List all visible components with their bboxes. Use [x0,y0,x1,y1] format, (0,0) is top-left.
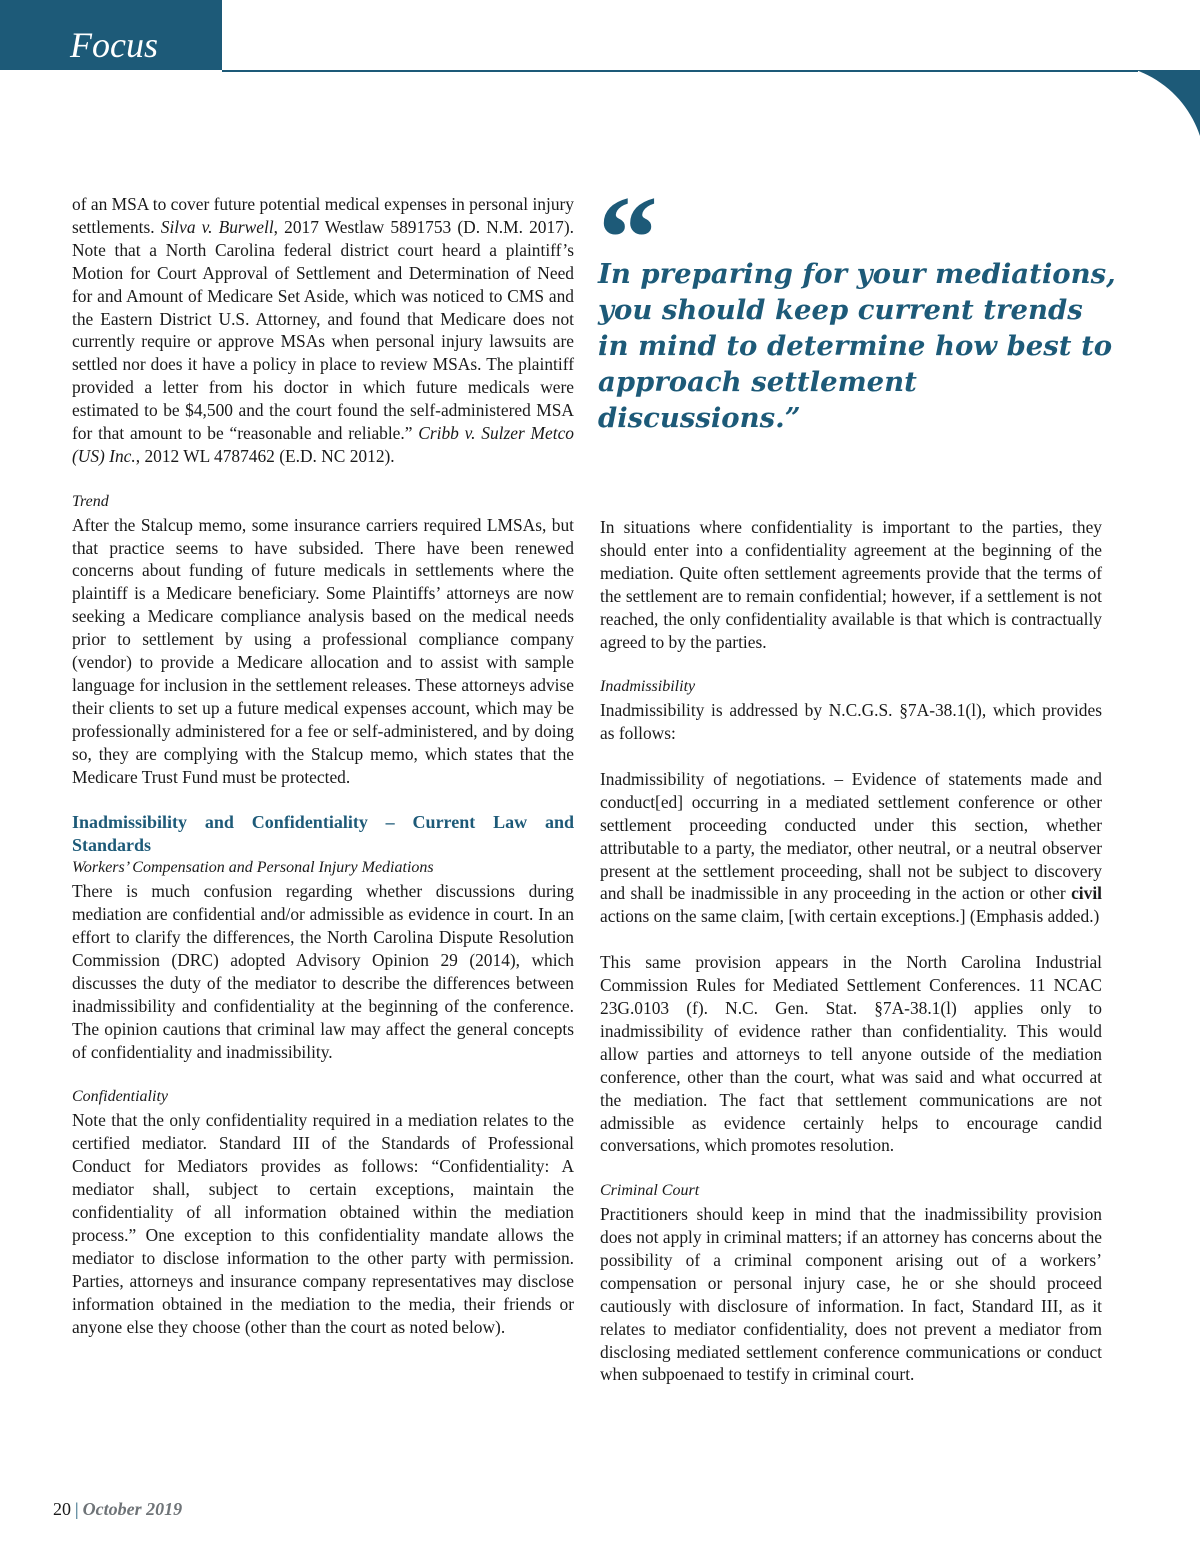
wc-paragraph: There is much confusion regarding whether discussions during mediation are confidential and/or admissible as evidence in court. In an effort to clarify the differences, the North Carolina Dispute Resolution Commission (DRC) adopted Advisory Opinion 29 (2014), which discusses the duty of the mediator to describe the differences between inadmissibility and confidentiality at the beginning of the conference. The opinion cautions that criminal law may affect the general concepts of confidentiality and inadmissibility. [72,881,574,1062]
emphasis-civil: civil [1071,883,1102,904]
section-tab [0,0,222,70]
provision-paragraph: This same provision appears in the North Carolina Industrial Commission Rules for Mediated Settlement Conferences. 11 NCAC 23G.0103 (f). N.C. Gen. Stat. §7A-38.1(l) applies only to inadmissibility of evidence rather than confidentiality. This would allow parties and attorneys to tell anyone outside of the mediation conference, other than the court, what was said and what occurred at the mediation. The fact that settlement communications are not admissible as evidence certainly helps to encourage candid conversations, which promotes resolution. [600,952,1102,1156]
criminal-court-heading: Criminal Court [600,1182,700,1200]
statute-quote: Inadmissibility of negotiations. – Evidence of statements made and conduct[ed] occurring in a mediated settlement conference or other settlement proceeding conducted under this section, whether attributable to a party, the mediator, other neutral, or a neutral observer present at the settlement proceeding, shall not be subject to discovery and shall be inadmissible in any proceeding in the action or other civil actions on the same claim, [with certain exceptions.] (Emphasis added.) [600,768,1102,927]
inadmissibility-paragraph: Inadmissibility is addressed by N.C.G.S. §7A-38.1(l), which provides as follows: [600,700,1102,744]
confidentiality-heading: Confidentiality [72,1088,168,1106]
right-column [600,516,1102,1386]
case-citation: Cribb v. Sulzer Metco (US) Inc. [72,423,574,466]
corner-decoration [1136,70,1200,140]
pull-quote: In preparing for your mediations, you should keep current trends in mind to determine how best to approach settlement discussions.” [598,258,1116,434]
criminal-court-paragraph: Practitioners should keep in mind that the inadmissibility provision does not apply in criminal matters; if an attorney has concerns about the possibility of a criminal component arising out of a workers’ compensation or personal injury case, he or she should proceed cautiously with disclosure of information. In fact, Standard III, as it relates to mediator confidentiality, does not prevent a mediator from disclosing mediated settlement conference communications or conduct when subpoenaed to testify in criminal court. [600,1204,1102,1385]
intro-paragraph: of an MSA to cover future potential medical expenses in personal injury settlements. Silva v. Burwell, 2017 Westlaw 5891753 (D. N.M. 2017). Note that a North Carolina federal district court heard a plaintiff’s Motion for Court Approval of Settlement and Determination of Need for and Amount of Medicare Set Aside, which was noticed to CMS and the Eastern District U.S. Attorney, and found that Medicare does not currently require or approve MSAs when personal injury lawsuits are settled nor does it have a policy in place to review MSAs. The plaintiff provided a letter from his doctor in which future medicals were estimated to be $4,500 and the court found the self-administered MSA for that amount to be “reasonable and reliable.” Cribb v. Sulzer Metco (US) Inc., 2012 WL 4787462 (E.D. NC 2012). [72,194,575,466]
page-number: 20 [53,1499,71,1519]
left-column [72,193,574,1338]
section-heading: Inadmissibility and Confidentiality – Current Law and Standards [72,812,574,856]
case-citation: Silva v. Burwell [160,216,274,237]
footer-separator: | [75,1499,79,1519]
confidentiality-paragraph: Note that the only confidentiality required in a mediation relates to the certified mediator. Standard III of the Standards of Professional Conduct for Mediators provides as follows: “Confidentiality: A mediator shall, subject to certain exceptions, maintain the confidentiality of all information obtained within the mediation process.” One exception to this confidentiality mandate allows the mediator to disclose information to the other party with permission. Parties, attorneys and insurance company representatives may disclose information obtained in the mediation to the media, their friends or anyone else they choose (other than the court as noted below). [72,1110,574,1337]
section-label: Focus [70,25,158,65]
inadmissibility-heading: Inadmissibility [600,678,696,696]
issue-date: October 2019 [82,1499,183,1519]
situations-paragraph: In situations where confidentiality is important to the parties, they should enter into a confidentiality agreement at the beginning of the mediation. Quite often settlement agreements provide that the terms of the settlement are to remain confidential; however, if a settlement is not reached, the only confidentiality available is that which is contractually agreed to by the parties. [600,517,1102,652]
wc-heading: Workers’ Compensation and Personal Injury Mediations [72,859,434,877]
trend-heading: Trend [72,492,109,510]
page-footer [53,1499,182,1520]
header-rule [222,70,1138,72]
trend-paragraph: After the Stalcup memo, some insurance carriers required LMSAs, but that practice seems to have subsided. There have been renewed concerns about funding of future medicals in settlements where the plaintiff is a Medicare beneficiary. Some Plaintiffs’ attorneys are now seeking a Medicare compliance analysis based on the medical needs prior to settlement by using a professional compliance company (vendor) to provide a Medicare allocation and to assist with sample language for inclusion in the settlement releases. These attorneys advise their clients to set up a future medical expenses account, which may be professionally administered for a fee or self-administered, and by doing so, they are complying with the Stalcup memo, which states that the Medicare Trust Fund must be protected. [72,514,574,787]
quote-mark-icon: “ [598,171,658,304]
